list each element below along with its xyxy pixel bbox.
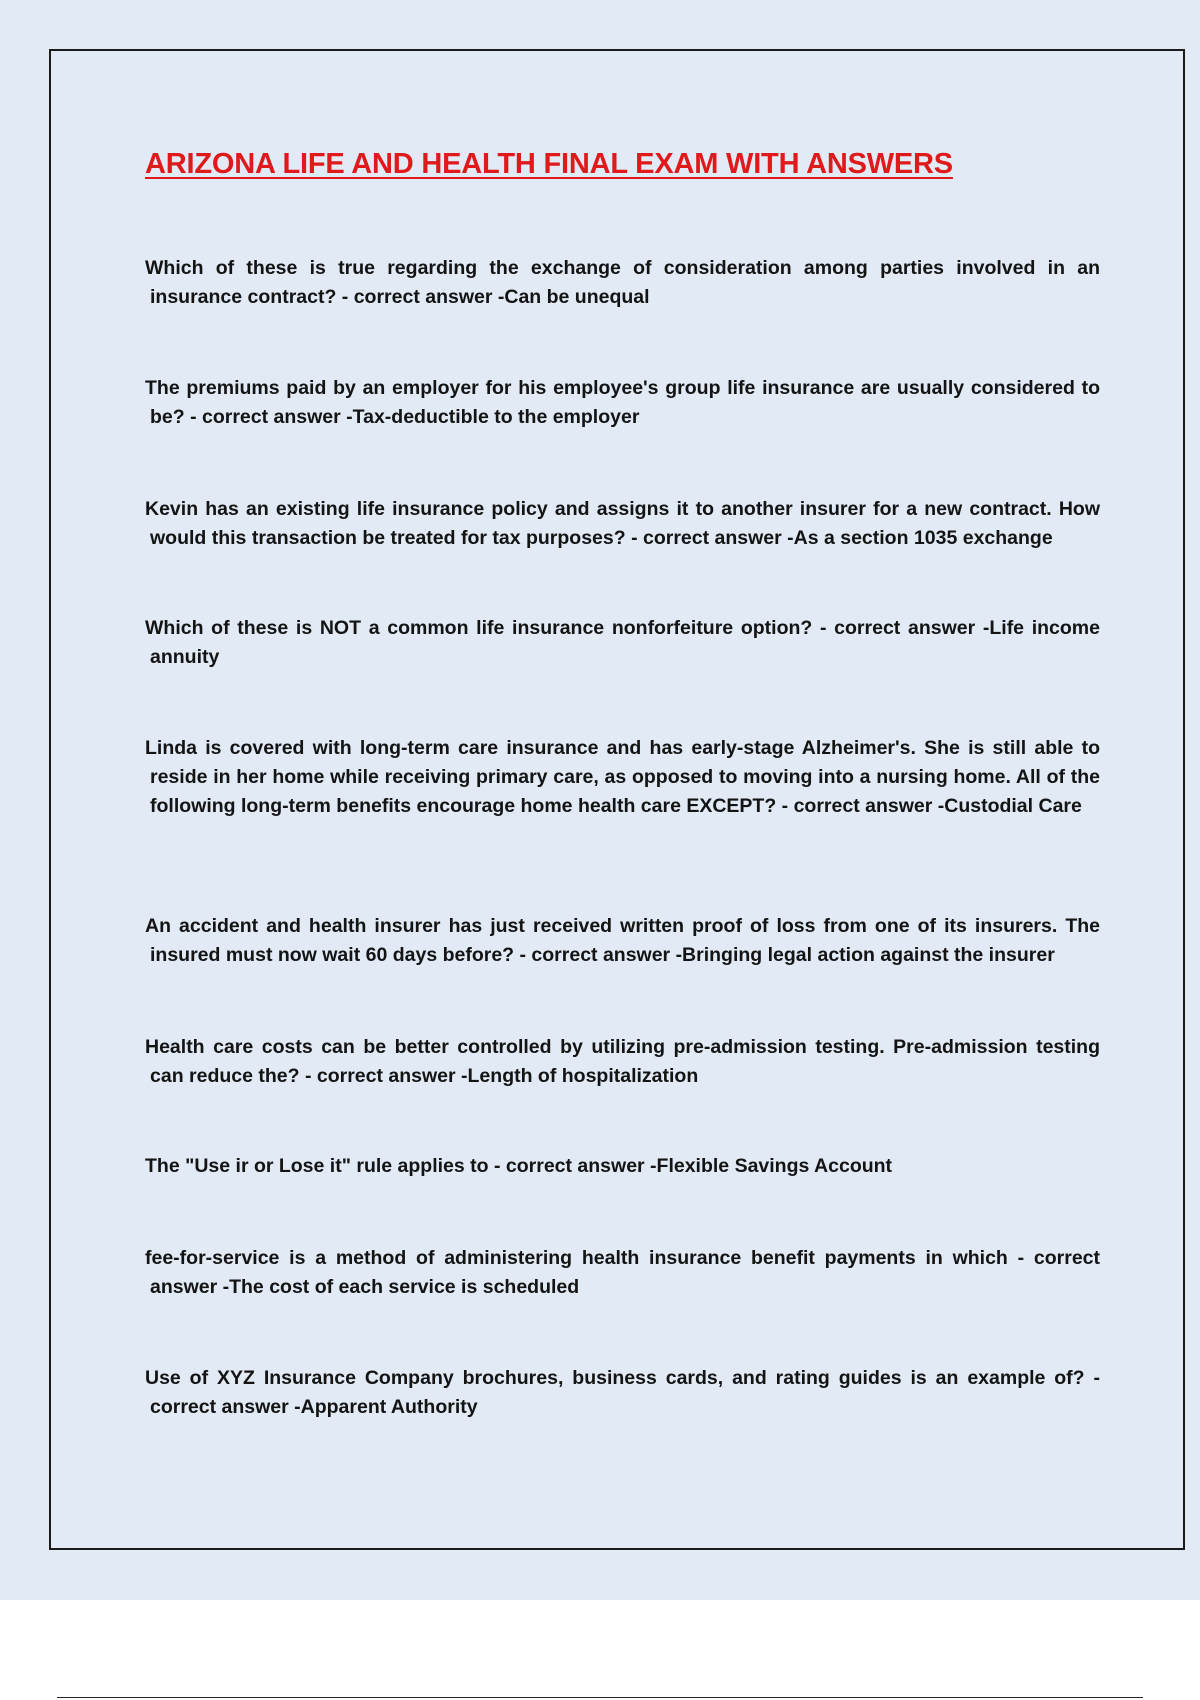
qa-item-8: The "Use ir or Lose it" rule applies to - correct answer -Flexible Savings Account (145, 1155, 893, 1177)
bottom-divider (57, 1697, 1143, 1698)
qa-item-2: The premiums paid by an employer for his employee's group life insurance are usually considered to be? - correct answer -Tax-deductible to the employer (145, 377, 1100, 428)
document-title: ARIZONA LIFE AND HEALTH FINAL EXAM WITH ANSWERS (145, 148, 953, 180)
qa-item-1: Which of these is true regarding the exchange of consideration among parties involved in an insurance contract? - correct answer -Can be unequal (145, 257, 1100, 308)
qa-item-10: Use of XYZ Insurance Company brochures, business cards, and rating guides is an example of? - correct answer -Apparent Authority (145, 1367, 1100, 1418)
qa-item-9: fee-for-service is a method of administering health insurance benefit payments in which - correct answer -The cost of each service is scheduled (145, 1247, 1100, 1298)
qa-item-4: Which of these is NOT a common life insurance nonforfeiture option? - correct answer -Life income annuity (145, 617, 1100, 668)
qa-item-7: Health care costs can be better controlled by utilizing pre-admission testing. Pre-admission testing can reduce the? - correct answer -Length of hospitalization (145, 1036, 1100, 1087)
qa-item-5: Linda is covered with long-term care insurance and has early-stage Alzheimer's. She is still able to reside in her home while receiving primary care, as opposed to moving into a nursing home. All of the following long-term benefits encourage home health care EXCEPT? - correct answer -Custodial Care (145, 737, 1100, 817)
qa-item-3: Kevin has an existing life insurance policy and assigns it to another insurer for a new contract. How would this transaction be treated for tax purposes? - correct answer -As a section 1035 exchange (145, 498, 1100, 549)
qa-item-6: An accident and health insurer has just received written proof of loss from one of its insurers. The insured must now wait 60 days before? - correct answer -Bringing legal action against the insurer (145, 915, 1100, 966)
